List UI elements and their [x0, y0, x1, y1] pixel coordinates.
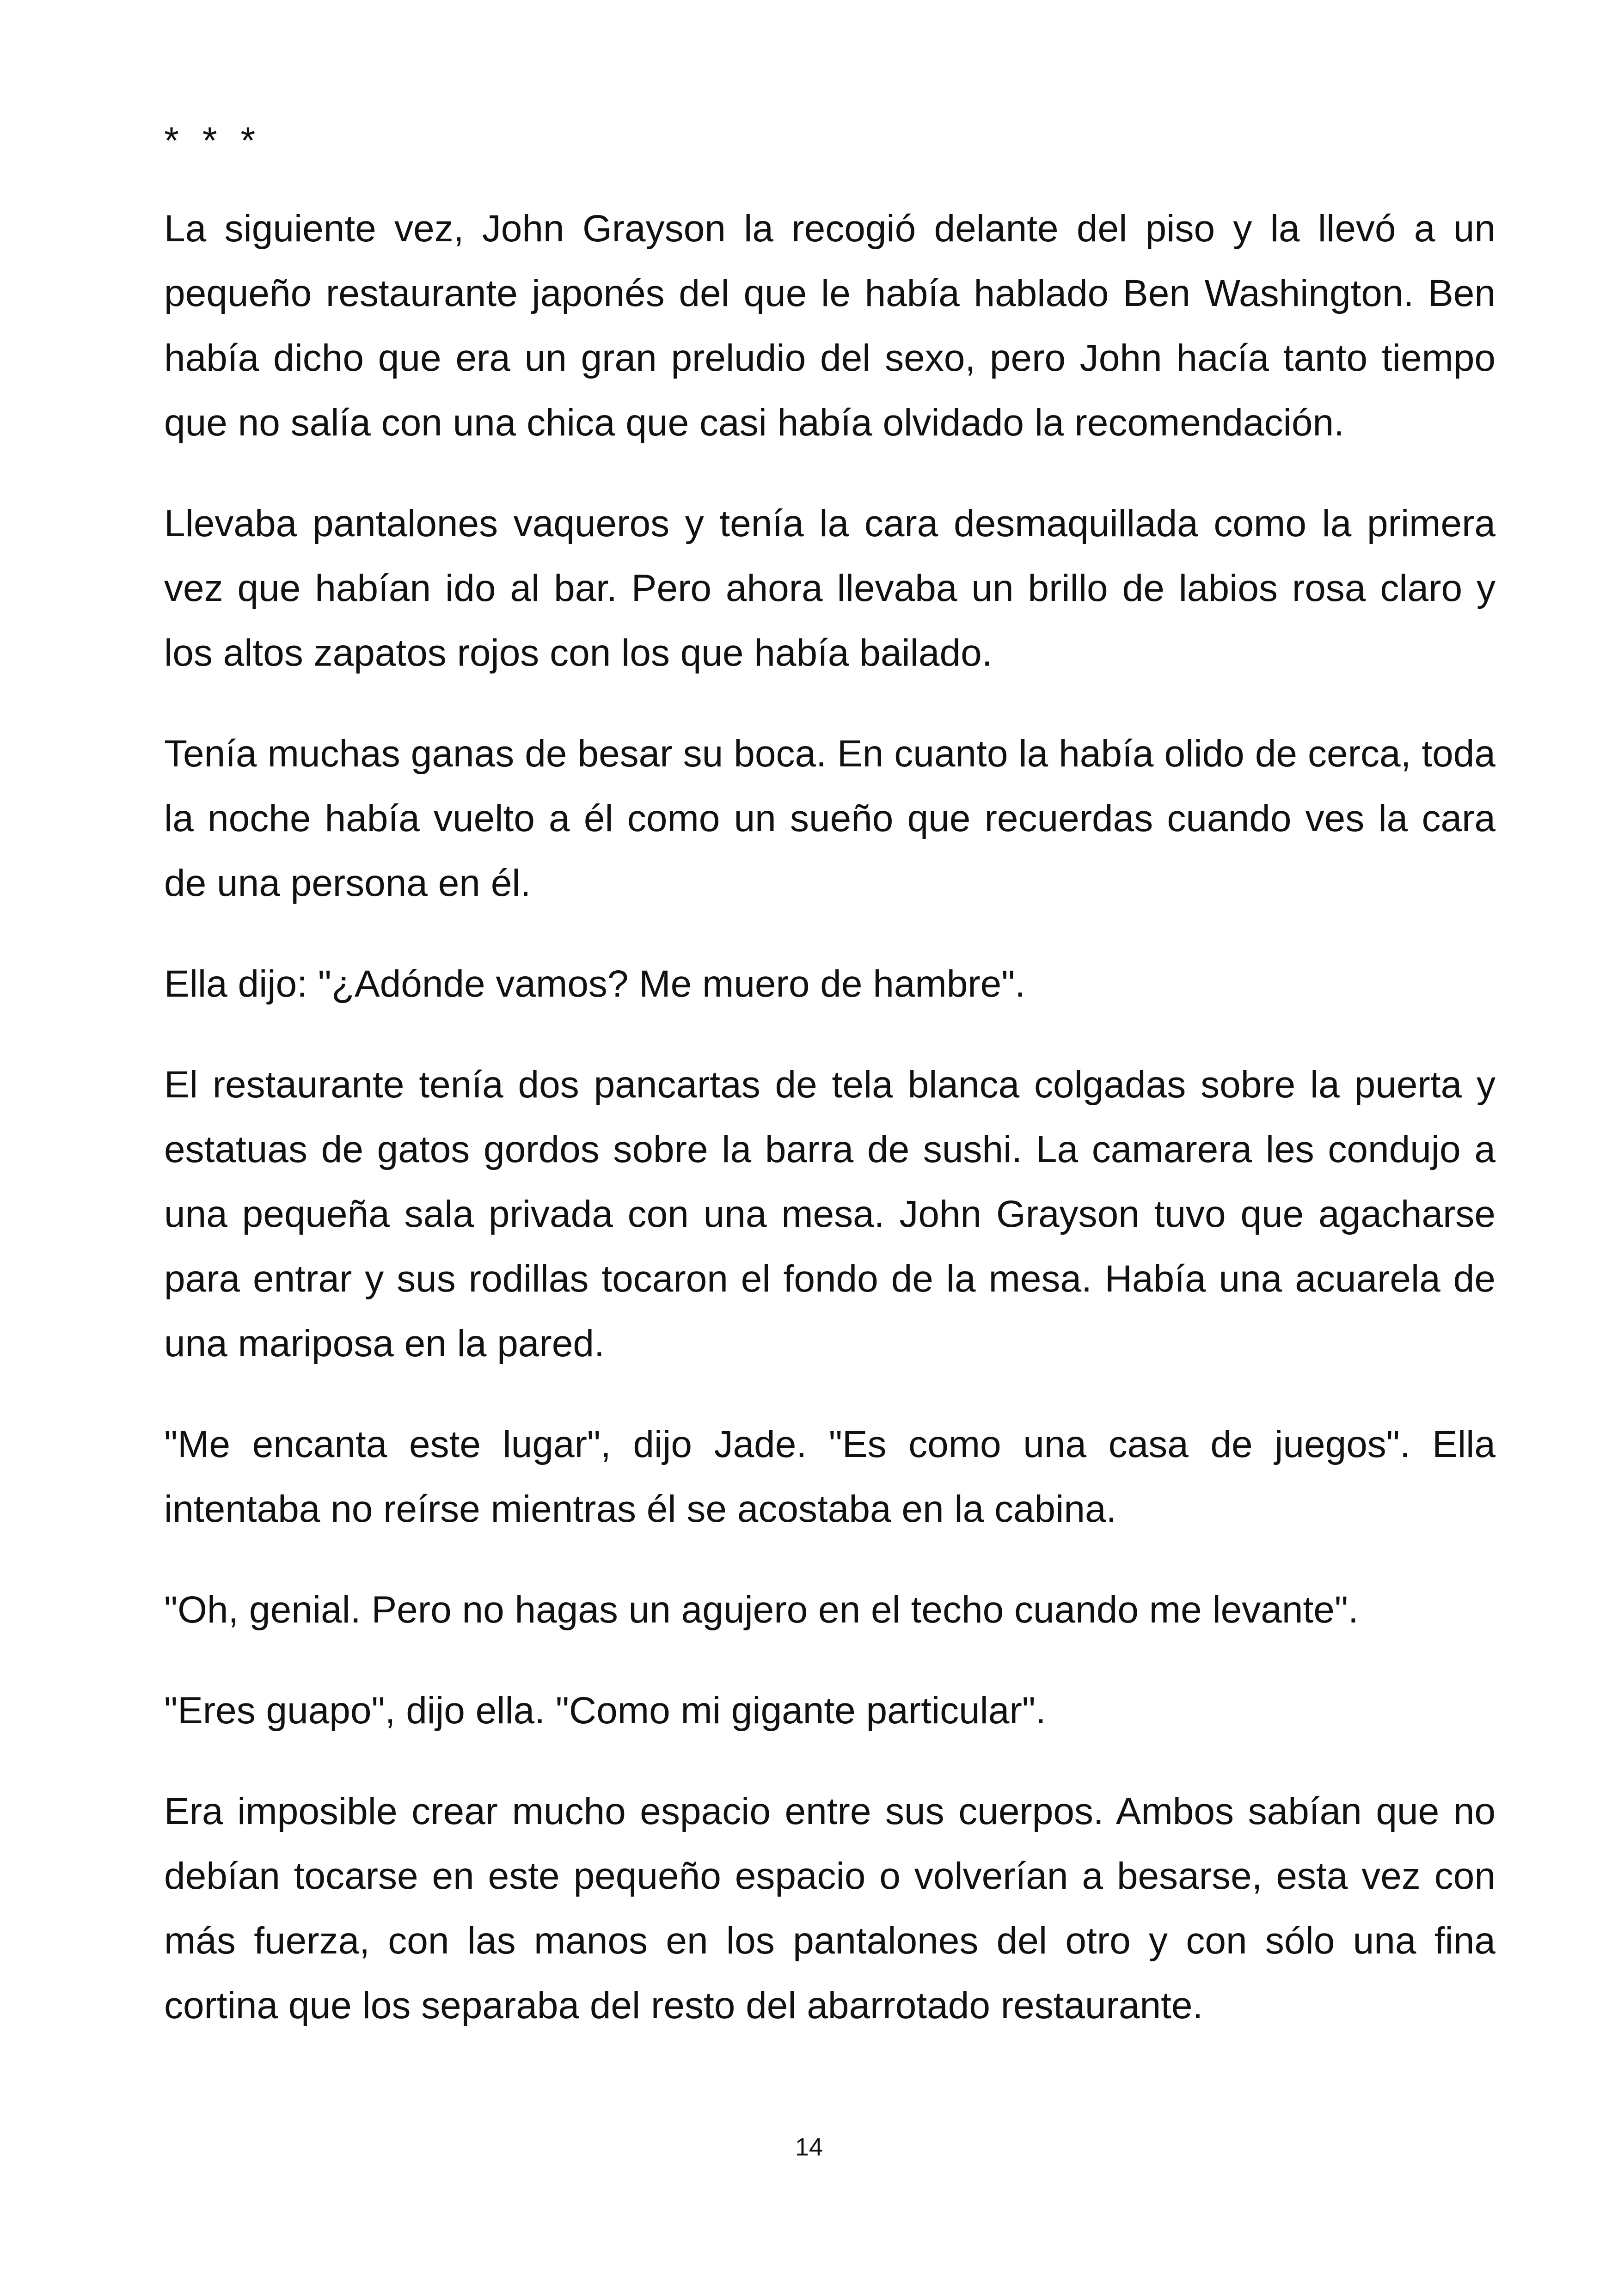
paragraph: "Eres guapo", dijo ella. "Como mi gigante particular".: [164, 1690, 1046, 1732]
paragraph: Tenía muchas ganas de besar su boca. En cuanto la había olido de cerca, toda la noche había vuelto a él como un sueño que recuerdas cuando ves la cara de una persona en él.: [164, 733, 1495, 904]
section-separator: * * *: [164, 120, 262, 162]
paragraph: Era imposible crear mucho espacio entre sus cuerpos. Ambos sabían que no debían tocarse en este pequeño espacio o volverían a besarse, esta vez con más fuerza, con las manos en los pantalones del otro y con sólo una fina cortina que los separaba del resto del abarrotado restaurante.: [164, 1790, 1495, 2027]
page-body: [164, 109, 1495, 2038]
paragraph: Ella dijo: "¿Adónde vamos? Me muero de hambre".: [164, 963, 1026, 1005]
paragraph: Llevaba pantalones vaqueros y tenía la cara desmaquillada como la primera vez que habían ido al bar. Pero ahora llevaba un brillo de labios rosa claro y los altos zapatos rojos con los que había bailado.: [164, 502, 1495, 674]
paragraph: El restaurante tenía dos pancartas de tela blanca colgadas sobre la puerta y estatuas de gatos gordos sobre la barra de sushi. La camarera les condujo a una pequeña sala privada con una mesa. John Grayson tuvo que agacharse para entrar y sus rodillas tocaron el fondo de la mesa. Había una acuarela de una mariposa en la pared.: [164, 1064, 1495, 1365]
paragraph: "Me encanta este lugar", dijo Jade. "Es como una casa de juegos". Ella intentaba no reírse mientras él se acostaba en la cabina.: [164, 1423, 1495, 1530]
paragraph: "Oh, genial. Pero no hagas un agujero en el techo cuando me levante".: [164, 1589, 1359, 1631]
page-number: 14: [795, 2133, 823, 2161]
paragraph: La siguiente vez, John Grayson la recogió delante del piso y la llevó a un pequeño restaurante japonés del que le había hablado Ben Washington. Ben había dicho que era un gran preludio del sexo, pero John hacía tanto tiempo que no salía con una chica que casi había olvidado la recomendación.: [164, 208, 1495, 444]
